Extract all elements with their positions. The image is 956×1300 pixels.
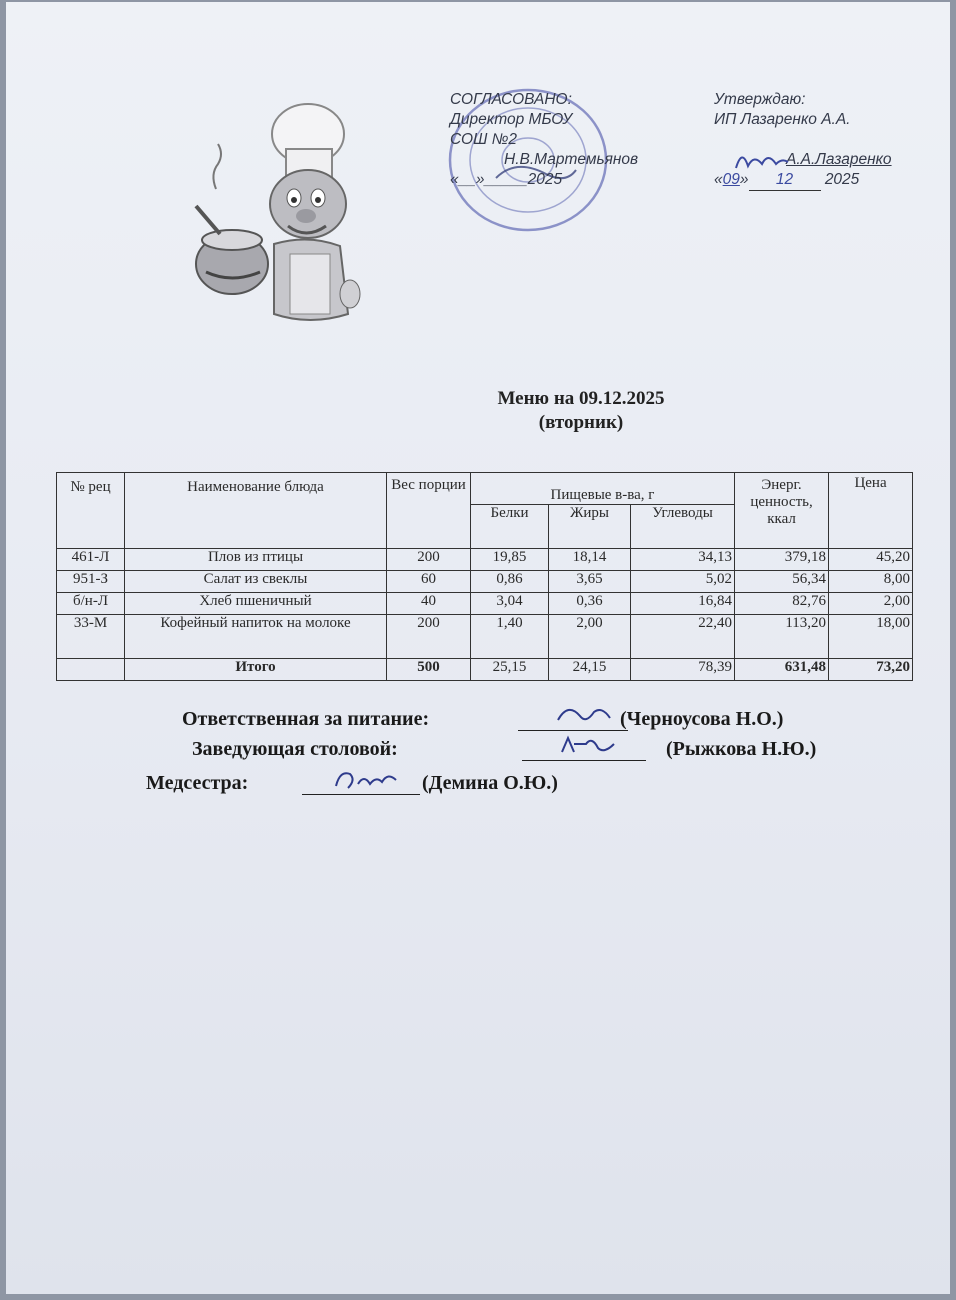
canteen-head-name: (Рыжкова Н.Ю.) <box>666 738 817 760</box>
menu-title-weekday: (вторник) <box>538 412 624 433</box>
nurse-name: (Демина О.Ю.) <box>422 772 558 794</box>
cell-price: 45,20 <box>829 549 913 571</box>
total-row <box>57 659 913 681</box>
cell-protein: 0,86 <box>471 571 549 593</box>
cell-price: 2,00 <box>829 593 913 615</box>
nutrition-responsible-label: Ответственная за питание: <box>182 708 430 730</box>
cell-num: 951-З <box>57 571 125 593</box>
header-nutrients: Пищевые в-ва, г <box>471 473 735 505</box>
cell-energy: 113,20 <box>735 615 829 659</box>
document-page <box>6 2 950 1294</box>
total-protein: 25,15 <box>471 659 549 681</box>
cell-protein: 19,85 <box>471 549 549 571</box>
header-protein: Белки <box>471 505 549 549</box>
header-price: Цена <box>829 473 913 549</box>
table-row <box>57 549 913 571</box>
approve-entrepreneur: ИП Лазаренко А.А. <box>714 111 851 128</box>
approve-heading: Утверждаю: <box>714 91 806 108</box>
approve-month: 12 <box>749 170 821 191</box>
approve-signer-name: А.А.Лазаренко <box>786 151 892 168</box>
approval-block-left <box>450 90 638 190</box>
cell-protein: 1,40 <box>471 615 549 659</box>
approval-director-name: Н.В.Мартемьянов <box>504 151 639 168</box>
table-row <box>57 615 913 659</box>
cell-energy: 82,76 <box>735 593 829 615</box>
cell-weight: 200 <box>387 615 471 659</box>
chef-illustration <box>190 94 370 326</box>
cell-carbs: 5,02 <box>631 571 735 593</box>
header-carbs: Углеводы <box>631 505 735 549</box>
header-dish-name: Наименование блюда <box>125 473 387 549</box>
menu-table <box>56 472 913 681</box>
cell-weight: 200 <box>387 549 471 571</box>
header-row <box>57 473 913 505</box>
approval-school: СОШ №2 <box>450 131 518 148</box>
header-energy: Энерг. ценность, ккал <box>735 473 829 549</box>
nurse-signature <box>332 766 402 794</box>
approve-date: «09» 12 2025 <box>714 170 892 191</box>
cell-name: Кофейный напиток на молоке <box>125 615 387 659</box>
cell-fat: 18,14 <box>549 549 631 571</box>
cell-weight: 40 <box>387 593 471 615</box>
cell-energy: 56,34 <box>735 571 829 593</box>
total-energy: 631,48 <box>735 659 829 681</box>
cell-fat: 3,65 <box>549 571 631 593</box>
menu-title <box>386 387 776 435</box>
canteen-head-label: Заведующая столовой: <box>192 738 398 760</box>
total-fat: 24,15 <box>549 659 631 681</box>
director-signature <box>732 146 792 176</box>
total-weight: 500 <box>387 659 471 681</box>
cell-num: 461-Л <box>57 549 125 571</box>
cell-price: 18,00 <box>829 615 913 659</box>
canteen-signature <box>558 732 622 760</box>
nurse-label: Медсестра: <box>146 772 249 794</box>
cell-name: Салат из свеклы <box>125 571 387 593</box>
cell-fat: 2,00 <box>549 615 631 659</box>
cell-num: б/н-Л <box>57 593 125 615</box>
table-row <box>57 593 913 615</box>
nutrition-signature <box>554 702 614 730</box>
approve-day: 09 <box>722 171 740 188</box>
total-carbs: 78,39 <box>631 659 735 681</box>
header-weight: Вес порции <box>387 473 471 549</box>
table-row <box>57 571 913 593</box>
total-label: Итого <box>125 659 387 681</box>
cell-fat: 0,36 <box>549 593 631 615</box>
cell-carbs: 16,84 <box>631 593 735 615</box>
approval-date: «__»_____2025 <box>450 171 563 188</box>
approval-heading: СОГЛАСОВАНО: <box>450 91 572 108</box>
approval-position: Директор МБОУ <box>450 111 573 128</box>
cell-price: 8,00 <box>829 571 913 593</box>
cell-name: Хлеб пшеничный <box>125 593 387 615</box>
cell-carbs: 22,40 <box>631 615 735 659</box>
header-recipe-num: № рец <box>57 473 125 549</box>
cell-num: 33-М <box>57 615 125 659</box>
cell-name: Плов из птицы <box>125 549 387 571</box>
nutrition-responsible-name: (Черноусова Н.О.) <box>620 708 784 730</box>
cell-protein: 3,04 <box>471 593 549 615</box>
header-fat: Жиры <box>549 505 631 549</box>
menu-title-date: Меню на 09.12.2025 <box>497 388 665 409</box>
cell-weight: 60 <box>387 571 471 593</box>
total-price: 73,20 <box>829 659 913 681</box>
cell-energy: 379,18 <box>735 549 829 571</box>
cell-carbs: 34,13 <box>631 549 735 571</box>
